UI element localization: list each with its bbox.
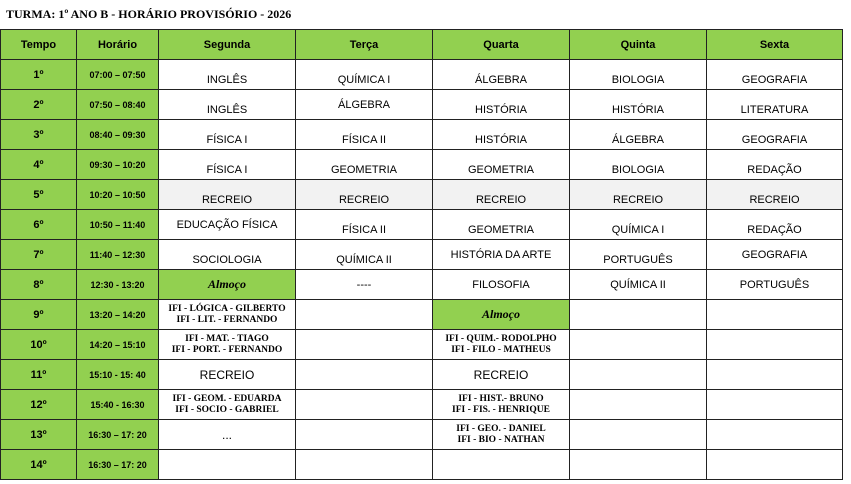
class-label: REDAÇÃO	[747, 224, 802, 236]
class-cell-quinta	[570, 120, 707, 150]
class-cell-quinta	[570, 420, 707, 450]
horario-cell: 08:40 – 09:30	[77, 120, 159, 150]
class-cell-segunda: ...	[159, 420, 296, 450]
class-label: GEOMETRIA	[467, 164, 534, 176]
class-cell-segunda	[159, 210, 296, 240]
class-label: RECREIO	[749, 194, 800, 206]
class-cell-quarta	[433, 60, 570, 90]
class-cell-terca	[296, 420, 433, 450]
class-cell-sexta	[707, 120, 843, 150]
class-cell-terca	[296, 210, 433, 240]
class-cell-sexta	[707, 180, 843, 210]
class-cell-quarta	[433, 240, 570, 270]
class-label: SOCIOLOGIA	[192, 254, 262, 266]
class-cell-quinta	[570, 210, 707, 240]
class-label: BIOLOGIA	[611, 74, 665, 86]
horario-cell: 16:30 – 17: 20	[77, 420, 159, 450]
class-cell-segunda	[159, 90, 296, 120]
table-row	[1, 420, 843, 450]
elective-line: IFI - MAT. - TIAGO	[185, 333, 269, 344]
class-label: QUÍMICA II	[610, 278, 666, 291]
header-row	[1, 30, 843, 60]
class-label: HISTÓRIA	[475, 134, 527, 146]
class-cell-sexta	[707, 300, 843, 330]
class-cell-terca	[296, 120, 433, 150]
table-row	[1, 330, 843, 360]
class-cell-terca	[296, 390, 433, 420]
class-cell-sexta	[707, 210, 843, 240]
header-quarta: Quarta	[433, 30, 570, 60]
class-cell-quinta	[570, 90, 707, 120]
class-label: GEOGRAFIA	[741, 74, 808, 86]
class-cell-terca	[296, 240, 433, 270]
horario-cell: 10:50 – 11:40	[77, 210, 159, 240]
header-quinta: Quinta	[570, 30, 707, 60]
class-label: HISTÓRIA	[475, 104, 527, 116]
class-cell-quarta	[433, 450, 570, 480]
class-cell-quinta	[570, 450, 707, 480]
class-cell-quarta	[433, 270, 570, 300]
header-sexta: Sexta	[707, 30, 843, 60]
tempo-cell: 3º	[1, 120, 77, 150]
tempo-cell: 1º	[1, 60, 77, 90]
horario-cell: 11:40 – 12:30	[77, 240, 159, 270]
elective-cell-quarta	[433, 420, 570, 450]
class-label: GEOGRAFIA	[741, 134, 808, 146]
class-label: FÍSICA I	[206, 164, 248, 176]
table-row	[1, 210, 843, 240]
class-cell-quinta	[570, 180, 707, 210]
class-cell-terca	[296, 180, 433, 210]
class-label: EDUCAÇÃO FÍSICA	[176, 218, 278, 231]
class-label: HISTÓRIA DA ARTE	[450, 248, 552, 261]
table-row	[1, 180, 843, 210]
class-cell-segunda	[159, 150, 296, 180]
class-label: FÍSICA I	[206, 134, 248, 146]
class-label: FILOSOFIA	[472, 278, 530, 291]
class-cell-quinta	[570, 240, 707, 270]
class-cell-sexta	[707, 150, 843, 180]
class-cell-segunda	[159, 180, 296, 210]
tempo-cell: 4º	[1, 150, 77, 180]
class-cell-terca	[296, 300, 433, 330]
tempo-cell: 8º	[1, 270, 77, 300]
class-label: RECREIO	[475, 194, 527, 206]
class-label: HISTÓRIA	[612, 104, 664, 116]
elective-cell-quarta	[433, 390, 570, 420]
horario-cell: 14:20 – 15:10	[77, 330, 159, 360]
class-label: INGLÊS	[206, 104, 248, 116]
elective-cell-segunda	[159, 300, 296, 330]
class-cell-terca	[296, 150, 433, 180]
class-cell-sexta	[707, 360, 843, 390]
class-cell-segunda	[159, 120, 296, 150]
class-label: GEOMETRIA	[467, 224, 534, 236]
horario-cell: 07:00 – 07:50	[77, 60, 159, 90]
elective-line: IFI - PORT. - FERNANDO	[171, 344, 283, 355]
class-label: GEOMETRIA	[330, 164, 397, 176]
table-row	[1, 360, 843, 390]
elective-line: IFI - FIS. - HENRIQUE	[452, 404, 550, 415]
elective-cell-segunda	[159, 330, 296, 360]
class-cell-terca	[296, 360, 433, 390]
class-label: RECREIO	[201, 194, 253, 206]
class-label: QUÍMICA I	[611, 224, 665, 236]
class-cell-quinta	[570, 330, 707, 360]
table-row	[1, 270, 843, 300]
class-cell-terca	[296, 330, 433, 360]
class-cell-quarta	[433, 90, 570, 120]
table-row	[1, 240, 843, 270]
elective-line: IFI - GEOM. - EDUARDA	[172, 393, 282, 404]
schedule-table	[0, 29, 843, 480]
tempo-cell: 14º	[1, 450, 77, 480]
schedule-title: TURMA: 1º ANO B - HORÁRIO PROVISÓRIO - 2026	[6, 7, 292, 21]
elective-line: IFI - LIT. - FERNANDO	[176, 314, 278, 325]
lunch-cell-segunda: Almoço	[159, 270, 296, 300]
elective-line: IFI - SOCIO - GABRIEL	[175, 404, 279, 415]
class-label: REDAÇÃO	[747, 164, 802, 176]
table-row	[1, 150, 843, 180]
class-cell-sexta	[707, 450, 843, 480]
class-cell-quinta	[570, 60, 707, 90]
tempo-cell: 10º	[1, 330, 77, 360]
class-label: INGLÊS	[206, 74, 248, 86]
class-cell-sexta	[707, 420, 843, 450]
class-label: ÁLGEBRA	[475, 74, 527, 86]
header-terca: Terça	[296, 30, 433, 60]
class-cell-segunda	[159, 60, 296, 90]
horario-cell: 15:40 - 16:30	[77, 390, 159, 420]
class-label: QUÍMICA II	[336, 254, 392, 266]
class-cell-sexta	[707, 330, 843, 360]
class-cell-quinta	[570, 300, 707, 330]
tempo-cell: 2º	[1, 90, 77, 120]
header-tempo: Tempo	[1, 30, 77, 60]
table-row	[1, 450, 843, 480]
class-cell-quinta	[570, 270, 707, 300]
horario-cell: 13:20 – 14:20	[77, 300, 159, 330]
horario-cell: 12:30 - 13:20	[77, 270, 159, 300]
header-horario: Horário	[77, 30, 159, 60]
horario-cell: 07:50 – 08:40	[77, 90, 159, 120]
class-cell-quarta	[433, 150, 570, 180]
tempo-cell: 11º	[1, 360, 77, 390]
class-label: RECREIO	[338, 194, 390, 206]
tempo-cell: 6º	[1, 210, 77, 240]
class-label: FÍSICA II	[341, 224, 386, 236]
class-label: ÁLGEBRA	[612, 134, 664, 146]
class-cell-quinta	[570, 360, 707, 390]
tempo-cell: 13º	[1, 420, 77, 450]
class-label: LITERATURA	[740, 104, 809, 116]
class-cell-sexta	[707, 240, 843, 270]
class-cell-sexta	[707, 60, 843, 90]
class-label: PORTUGUÊS	[739, 278, 810, 291]
horario-cell: 09:30 – 10:20	[77, 150, 159, 180]
header-segunda: Segunda	[159, 30, 296, 60]
tempo-cell: 9º	[1, 300, 77, 330]
class-label: ----	[356, 278, 372, 291]
table-row	[1, 120, 843, 150]
class-cell-terca	[296, 270, 433, 300]
class-cell-terca	[296, 90, 433, 120]
elective-line: IFI - BIO - NATHAN	[457, 434, 545, 445]
class-cell-quinta	[570, 390, 707, 420]
table-row	[1, 390, 843, 420]
class-cell-quinta	[570, 150, 707, 180]
horario-cell: 10:20 – 10:50	[77, 180, 159, 210]
elective-cell-segunda	[159, 390, 296, 420]
table-row	[1, 90, 843, 120]
class-cell-sexta	[707, 390, 843, 420]
elective-line: IFI - QUIM.- RODOLPHO	[445, 333, 557, 344]
class-label: FÍSICA II	[341, 134, 386, 146]
class-label: GEOGRAFIA	[741, 248, 808, 261]
class-cell-quarta: RECREIO	[433, 360, 570, 390]
elective-line: IFI - FILO - MATHEUS	[451, 344, 551, 355]
class-label: ÁLGEBRA	[338, 98, 390, 111]
elective-line: IFI - HIST.- BRUNO	[458, 393, 544, 404]
class-label: PORTUGUÊS	[603, 254, 673, 266]
class-cell-quarta	[433, 180, 570, 210]
class-label: RECREIO	[612, 194, 664, 206]
class-label: QUÍMICA I	[337, 74, 391, 86]
elective-line: IFI - LÓGICA - GILBERTO	[168, 303, 286, 314]
horario-cell: 15:10 - 15: 40	[77, 360, 159, 390]
table-row	[1, 60, 843, 90]
tempo-cell: 12º	[1, 390, 77, 420]
elective-cell-quarta	[433, 330, 570, 360]
lunch-cell-quarta: Almoço	[433, 300, 570, 330]
class-cell-segunda: RECREIO	[159, 360, 296, 390]
elective-line: IFI - GEO. - DANIEL	[456, 423, 546, 434]
class-cell-segunda	[159, 450, 296, 480]
horario-cell: 16:30 – 17: 20	[77, 450, 159, 480]
tempo-cell: 7º	[1, 240, 77, 270]
class-cell-quarta	[433, 210, 570, 240]
class-cell-terca	[296, 450, 433, 480]
class-cell-quarta	[433, 120, 570, 150]
class-cell-terca	[296, 60, 433, 90]
class-cell-sexta	[707, 90, 843, 120]
class-cell-sexta	[707, 270, 843, 300]
tempo-cell: 5º	[1, 180, 77, 210]
class-cell-segunda	[159, 240, 296, 270]
class-label: BIOLOGIA	[611, 164, 665, 176]
table-row	[1, 300, 843, 330]
